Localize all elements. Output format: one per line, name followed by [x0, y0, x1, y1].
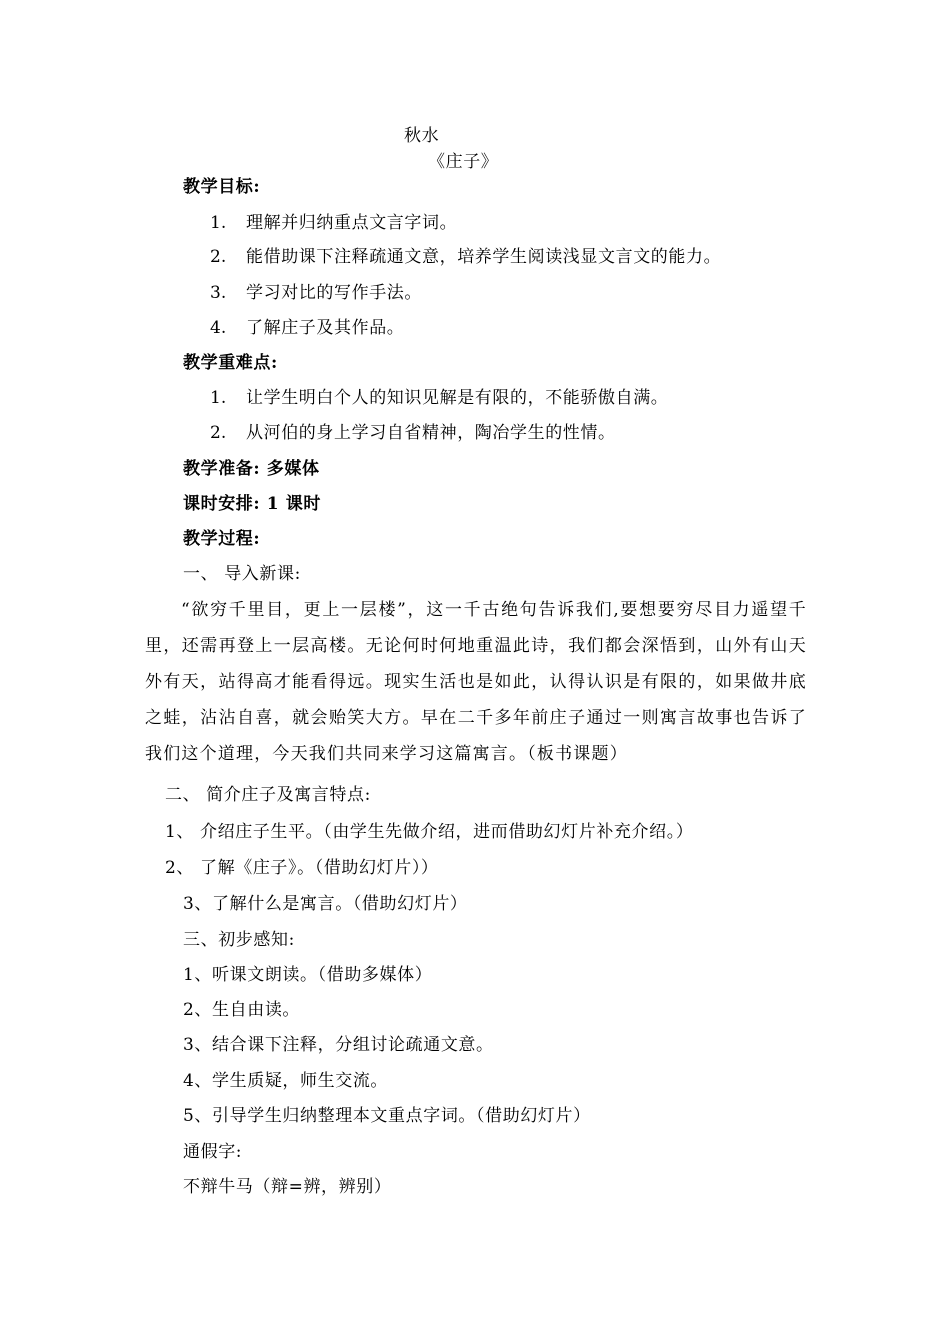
objectives-heading: 教学目标:: [183, 177, 261, 197]
objective-number: 2.: [210, 247, 227, 267]
tongjia-heading: 通假字:: [183, 1142, 243, 1162]
key-point-number: 1.: [210, 388, 227, 408]
section-two-item: 3、了解什么是寓言。（借助幻灯片）: [183, 894, 468, 914]
section-three-heading: 三、初步感知:: [183, 930, 295, 950]
section-three-item: 3、结合课下注释，分组讨论疏通文意。: [183, 1035, 494, 1055]
objective-number: 1.: [210, 213, 227, 233]
objective-item: 学习对比的写作手法。: [246, 283, 422, 303]
page-subtitle: 《庄子》: [428, 152, 499, 172]
intro-paragraph: “欲穷千里目，更上一层楼”，这一千古绝句告诉我们,要想要穷尽目力遥望千里，还需再登上一层高楼。无论何时何地重温此诗，我们都会深悟到，山外有山天外有天，站得高才能看得远。现实生活也是如此，认得认识是有限的，如果做井底之蛙，沾沾自喜，就会贻笑大方。早在二千多年前庄子通过一则寓言故事也告诉了我们这个道理，今天我们共同来学习这篇寓言。（板书课题）: [145, 600, 807, 764]
objective-item: 理解并归纳重点文言字词。: [246, 213, 458, 233]
page-title: 秋水: [404, 126, 440, 146]
preparation-line: 教学准备: 多媒体: [183, 459, 320, 479]
section-three-item: 1、听课文朗读。（借助多媒体）: [183, 965, 433, 985]
key-point-item: 让学生明白个人的知识见解是有限的，不能骄傲自满。: [246, 388, 669, 408]
objective-item: 了解庄子及其作品。: [246, 318, 405, 338]
section-two-item: 1、 介绍庄子生平。（由学生先做介绍，进而借助幻灯片补充介绍。）: [165, 822, 694, 842]
key-point-item: 从河伯的身上学习自省精神，陶冶学生的性情。: [246, 423, 616, 443]
objective-number: 4.: [210, 318, 227, 338]
section-one-heading: 一、 导入新课:: [183, 564, 301, 584]
objective-number: 3.: [210, 283, 227, 303]
process-heading: 教学过程:: [183, 529, 261, 549]
section-three-item: 5、引导学生归纳整理本文重点字词。（借助幻灯片）: [183, 1106, 591, 1126]
objective-item: 能借助课下注释疏通文意，培养学生阅读浅显文言文的能力。: [246, 247, 722, 267]
tongjia-item: 不辩牛马（辩=辨，辨别）: [183, 1177, 392, 1197]
key-point-number: 2.: [210, 423, 227, 443]
section-two-item: 2、 了解《庄子》。（借助幻灯片））: [165, 858, 439, 878]
section-two-heading: 二、 简介庄子及寓言特点:: [165, 785, 371, 805]
section-three-item: 2、生自由读。: [183, 1000, 301, 1020]
section-three-item: 4、学生质疑，师生交流。: [183, 1071, 389, 1091]
key-points-heading: 教学重难点:: [183, 353, 278, 373]
schedule-line: 课时安排: 1 课时: [183, 494, 321, 514]
